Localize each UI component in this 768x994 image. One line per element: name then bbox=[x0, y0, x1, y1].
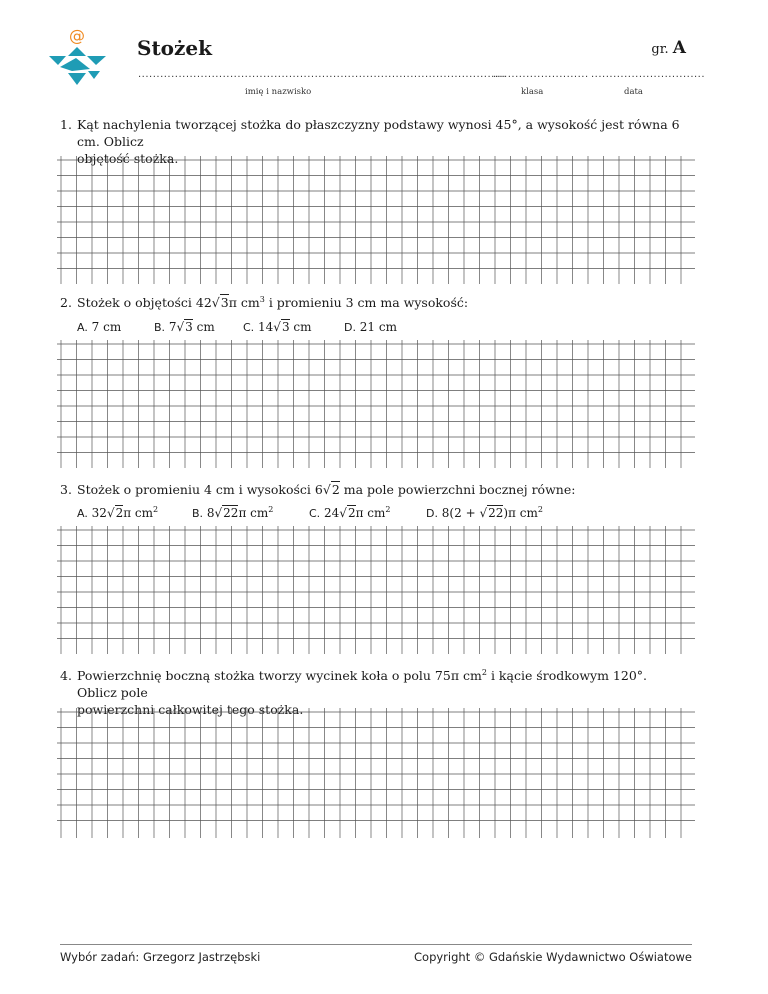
option-b[interactable]: B. 8√22π $cm^2$ bbox=[192, 505, 274, 520]
question-text: Powierzchnię boczną stożka tworzy wycinek koła o polu 75π $cm^2$ i kącie środkowym 120°. Oblicz pole bbox=[77, 667, 647, 700]
publisher-logo bbox=[46, 25, 108, 87]
question-3 bbox=[60, 481, 690, 498]
worksheet-title: Stożek bbox=[137, 36, 212, 60]
group-letter: A bbox=[672, 38, 686, 58]
question-2 bbox=[60, 294, 690, 311]
question-text: objętość stożka. bbox=[77, 151, 179, 166]
logo-shape bbox=[87, 56, 106, 65]
option-c[interactable]: C. 14√3 cm bbox=[243, 320, 312, 334]
option-d[interactable]: D. 8(2 + √22)π $cm^2$ bbox=[426, 505, 543, 520]
question-number: 3. bbox=[60, 482, 72, 497]
question-text: Stożek o objętości 42√3π $cm^3$ i promieniu 3 cm ma wysokość: bbox=[77, 294, 469, 310]
answer-grid[interactable] bbox=[57, 708, 695, 838]
question-number: 2. bbox=[60, 295, 72, 310]
logo-shape bbox=[49, 56, 66, 65]
option-d[interactable]: D. 21 cm bbox=[344, 320, 397, 334]
group-prefix: gr. bbox=[651, 42, 669, 57]
name-field-line: .................................................................................................... bbox=[138, 69, 506, 80]
date-field-line: ............................... bbox=[591, 69, 706, 80]
question-text: Stożek o promieniu 4 cm i wysokości 6√2 ma pole powierzchni bocznej równe: bbox=[77, 482, 576, 497]
option-a[interactable]: A. 32√2π $cm^2$ bbox=[77, 505, 159, 520]
at-sign-icon: @ bbox=[69, 26, 85, 45]
footer-divider bbox=[60, 944, 692, 945]
question-text: powierzchni całkowitej tego stożka. bbox=[77, 702, 304, 717]
question-number: 4. bbox=[60, 668, 72, 683]
footer-author: Wybór zadań: Grzegorz Jastrzębski bbox=[60, 950, 261, 964]
answer-grid[interactable] bbox=[57, 340, 695, 468]
logo-shape bbox=[88, 71, 100, 79]
group-label bbox=[651, 38, 686, 58]
option-c[interactable]: C. 24√2π $cm^2$ bbox=[309, 505, 391, 520]
logo-shape bbox=[68, 47, 86, 56]
footer-copyright: Copyright © Gdańskie Wydawnictwo Oświatowe bbox=[414, 950, 692, 964]
name-field-label: imię i nazwisko bbox=[245, 87, 312, 97]
logo-shape bbox=[68, 73, 86, 85]
question-text: Kąt nachylenia tworzącej stożka do płaszczyzny podstawy wynosi 45°, a wysokość jest równa 6 cm. Oblicz bbox=[77, 117, 680, 149]
option-a[interactable]: A. 7 cm bbox=[77, 320, 122, 334]
option-b[interactable]: B. 7√3 cm bbox=[154, 320, 215, 334]
date-field-label: data bbox=[624, 87, 643, 97]
answer-grid[interactable] bbox=[57, 156, 695, 284]
class-field-label: klasa bbox=[521, 87, 544, 97]
logo-shape bbox=[60, 58, 90, 71]
class-field-line: .......................... bbox=[493, 69, 589, 80]
answer-grid[interactable] bbox=[57, 526, 695, 654]
question-number: 1. bbox=[60, 117, 72, 132]
